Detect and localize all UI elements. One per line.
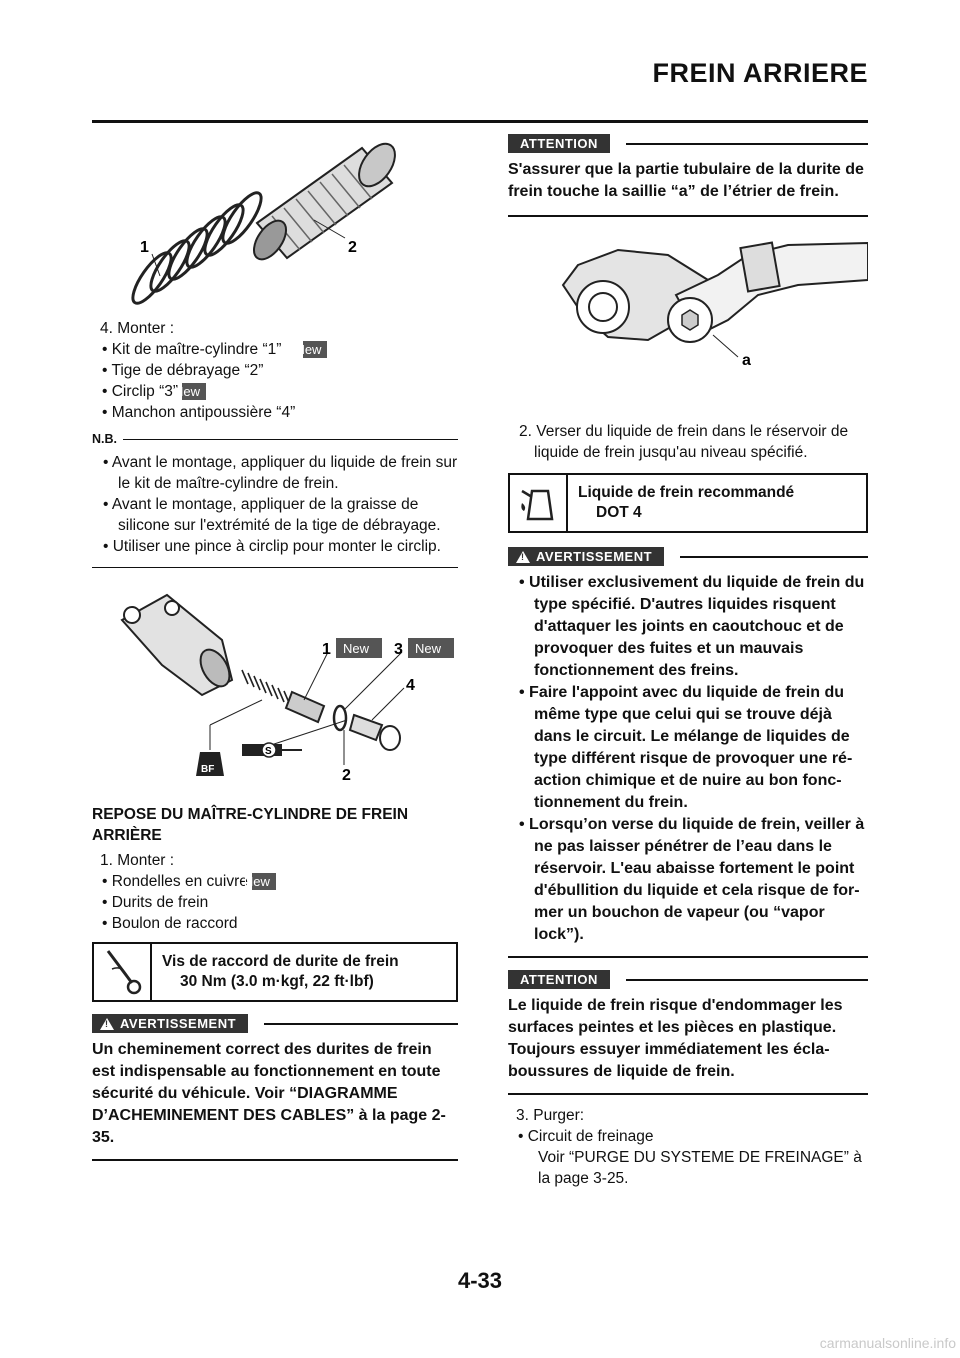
torque-spec-label: Vis de raccord de durite de frein [162, 953, 399, 970]
attention-footer-rule [508, 215, 868, 217]
page-header-title: FREIN ARRIERE [652, 58, 868, 88]
assembly-figure [92, 580, 458, 790]
step4-item-4: • Manchon antipoussière “4” [102, 404, 296, 421]
warning-item-3: • Lorsqu’on verse du liquide de frein, veiller à ne pas laisser pénétrer de l’eau dans le réservoir. L'eau abaisse fortement le point d'ébullition du liquide et cela risque de former un bouchon de vapeur (ou “vapor lock”). [519, 816, 865, 943]
warning-badge: ! AVERTISSEMENT [92, 1014, 248, 1033]
warning-badge: ! AVERTISSEMENT [508, 547, 664, 566]
nb-footer-rule [92, 567, 458, 568]
brake-fluid-spec-box [508, 473, 868, 533]
warning-header [508, 547, 868, 566]
left-column [92, 128, 458, 1161]
torque-wrench-icon [94, 944, 152, 1000]
attention-badge: ATTENTION [508, 970, 610, 989]
fig2-label-3: 3 [394, 641, 403, 658]
brake-fluid-spec-value: DOT 4 [596, 504, 642, 521]
nb-item-3: • Utiliser une pince à circlip pour monter le circlip. [103, 538, 441, 555]
step1-item-2: • Durits de frein [102, 894, 209, 911]
right-column [508, 134, 868, 1189]
step2-text: 2. Verser du liquide de frein dans le réservoir de liquide de frein jusqu'au niveau spécifié. [519, 423, 849, 461]
step4-item-2: • Tige de débrayage “2” [102, 362, 264, 379]
master-cylinder-kit-figure [92, 128, 458, 310]
torque-spec-value: 30 Nm (3.0 m·kgf, 22 ft·lbf) [180, 973, 374, 990]
step4-item-1: • Kit de maître-cylindre “1” New [92, 339, 458, 360]
fig2-label-1: 1 [322, 641, 331, 658]
warning-item-1: • Utiliser exclusivement du liquide de frein du type spécifié. D'autres liquides risquent d'attaquer les joints en caoutchouc et de provoquer des fuites et un mauvais fonctionnement des freins. [519, 574, 865, 679]
attention-badge: ATTENTION [508, 134, 610, 153]
watermark: carmanualsonline.info [819, 1335, 956, 1351]
new-badge: New [182, 383, 206, 400]
fig2-label-4: 4 [406, 677, 415, 694]
warning-header [92, 1014, 458, 1033]
new-badge: New [415, 641, 442, 656]
step1-item-3: • Boulon de raccord [102, 915, 238, 932]
page-number: 4-33 [457, 1268, 503, 1293]
bf-label: BF [201, 764, 215, 775]
section-title: REPOSE DU MAÎTRE-CYLINDRE DE FREIN ARRIÈRE [92, 806, 409, 844]
s-label: S [265, 746, 272, 757]
oil-can-icon [510, 475, 568, 531]
step4-title: 4. Monter : [100, 320, 175, 337]
header-rule [92, 120, 868, 123]
fig1-label-1: 1 [140, 239, 149, 256]
brake-caliper-figure [508, 225, 868, 415]
fig1-label-2: 2 [348, 239, 357, 256]
step3-reference: Voir “PURGE DU SYSTEME DE FREINAGE” à la page 3-25. [538, 1149, 862, 1187]
nb-item-1: • Avant le montage, appliquer du liquide de frein sur le kit de maître-cylindre de frein. [103, 454, 458, 492]
attention-header [508, 134, 868, 153]
step3-title: 3. Purger: [516, 1107, 585, 1124]
torque-spec-box [92, 942, 458, 1002]
step1-title: 1. Monter : [100, 852, 175, 869]
warning-text: Un cheminement correct des durites de frein est indispensable au fonctionnement en toute sécurité du véhicule. Voir “DIAGRAMME D’ACHEMINEMENT DES CABLES” à la page 2-35. [92, 1041, 446, 1146]
nb-header: N.B. [92, 432, 458, 446]
warning-triangle-icon [100, 1018, 114, 1030]
attention-text: S'assurer que la partie tubulaire de la durite de frein touche la saillie “a” de l’étrier de frein. [508, 161, 864, 200]
attention-text: Le liquide de frein risque d'endommager les surfaces peintes et les pièces en plastique. Toujours essuyer immédiatement les éclaboussures de liquide de frein. [508, 997, 843, 1080]
warning-footer-rule [92, 1159, 458, 1161]
brake-fluid-spec-label: Liquide de frein recommandé [578, 484, 795, 501]
step1-item-1: • Rondelles en cuivreNew [92, 871, 458, 892]
fig2-label-2: 2 [342, 767, 351, 784]
fig3-label-a: a [742, 352, 751, 369]
warning-item-2: • Faire l'appoint avec du liquide de frein du même type que celui qui se trouve déjà dans le circuit. Le mélange de liquides de type différent risque de provoquer une réaction chimique et de nuire au bon fonctionnement du frein. [519, 684, 853, 811]
new-badge: New [252, 873, 276, 890]
warning-triangle-icon [516, 551, 530, 563]
new-badge: New [303, 341, 327, 358]
nb-item-2: • Avant le montage, appliquer de la graisse de silicone sur l'extrémité de la tige de débrayage. [103, 496, 441, 534]
attention-header [508, 970, 868, 989]
new-badge: New [343, 641, 370, 656]
attention-footer-rule [508, 1093, 868, 1095]
warning-footer-rule [508, 956, 868, 958]
step3-item: • Circuit de freinage [518, 1128, 654, 1145]
step4-item-3: • Circlip “3”New [92, 381, 458, 402]
